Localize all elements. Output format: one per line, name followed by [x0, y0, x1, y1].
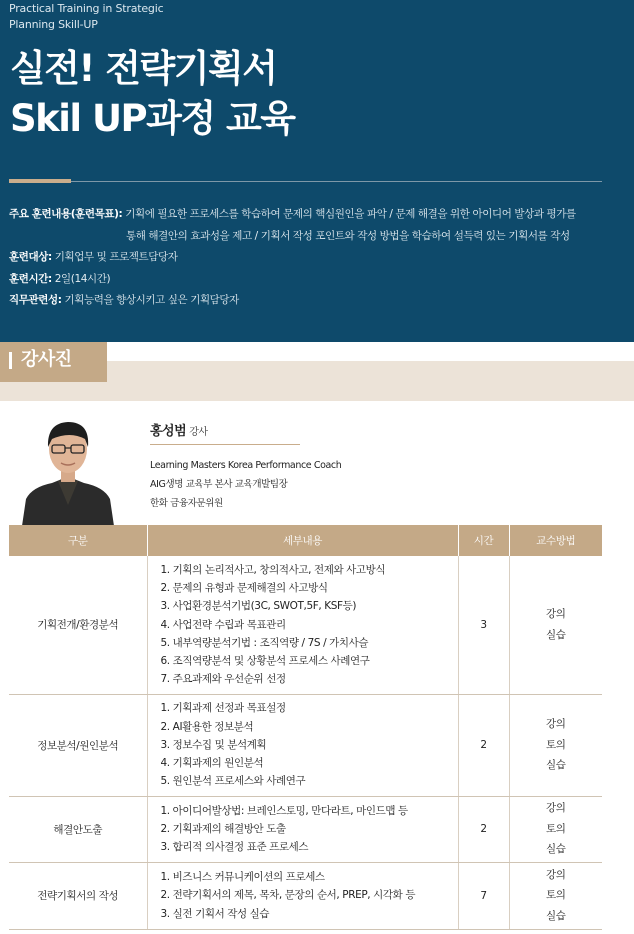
section-title: 강사진	[21, 349, 72, 370]
subtitle-line-1: Practical Training in Strategic	[9, 2, 164, 15]
instructor-career	[150, 456, 341, 513]
curriculum-table	[9, 525, 602, 930]
detail-item: 3. 합리적 의사결정 표준 프로세스	[160, 841, 309, 854]
row-category: 전략기획서의 작성	[9, 862, 147, 929]
title-line-2: Skil UP과정 교육	[10, 97, 295, 140]
detail-item: 7. 주요과제와 우선순위 선정	[160, 673, 286, 686]
career-item: AIG생명 교육부 본사 교육개발팀장	[150, 479, 288, 490]
target-label: 훈련대상:	[9, 251, 52, 263]
header-hours: 시간	[458, 525, 509, 556]
method-item: 강의	[546, 802, 566, 815]
detail-item: 2. 기획과제의 해결방안 도출	[160, 822, 286, 835]
header-divider-accent	[9, 179, 71, 183]
row-details	[147, 556, 458, 694]
detail-item: 2. AI활용한 정보분석	[160, 720, 254, 733]
row-method	[509, 556, 602, 694]
target-text: 기획업무 및 프로젝트담당자	[54, 251, 178, 263]
row-category: 정보분석/원인분석	[9, 694, 147, 796]
career-item: 한화 금융자문위원	[150, 498, 223, 509]
table-row	[9, 862, 602, 929]
table-row	[9, 796, 602, 862]
method-item: 실습	[546, 628, 566, 641]
detail-item: 4. 사업전략 수립과 목표관리	[160, 618, 286, 631]
detail-item: 2. 전략기획서의 제목, 목차, 문장의 순서, PREP, 시각화 등	[160, 889, 416, 902]
table-row	[9, 556, 602, 694]
header-divider	[9, 181, 602, 182]
goal-label: 주요 훈련내용(훈련목표):	[9, 208, 123, 220]
row-details	[147, 796, 458, 862]
method-item: 강의	[546, 718, 566, 731]
detail-item: 4. 기획과제의 원인분석	[160, 757, 264, 770]
job-text: 기획능력을 향상시키고 싶은 기획담당자	[64, 294, 239, 306]
detail-item: 3. 실전 기획서 작성 실습	[160, 907, 270, 920]
method-item: 토의	[546, 822, 566, 835]
course-info	[9, 204, 629, 312]
job-row	[9, 290, 629, 312]
row-method	[509, 862, 602, 929]
job-label: 직무관련성:	[9, 294, 62, 306]
method-item: 실습	[546, 909, 566, 922]
header-category: 구분	[9, 525, 147, 556]
table-row	[9, 694, 602, 796]
instructor-photo	[18, 413, 118, 526]
detail-item: 1. 기획과제 선정과 목표설정	[160, 702, 286, 715]
instructor-name-underline	[150, 444, 300, 445]
goal-text-2: 통해 해결안의 효과성을 제고 / 기획서 작성 포인트와 작성 방법을 학습하여 설득력 있는 기획서를 작성	[126, 229, 570, 242]
detail-item: 5. 내부역량분석기법 : 조직역량 / 7S / 가치사슬	[160, 636, 369, 649]
career-item: Learning Masters Korea Performance Coach	[150, 460, 342, 471]
method-item: 토의	[546, 738, 566, 751]
row-hours: 7	[458, 862, 509, 929]
table-header-row	[9, 525, 602, 556]
subtitle	[9, 1, 163, 33]
detail-item: 1. 비즈니스 커뮤니케이션의 프로세스	[160, 871, 325, 884]
goal-text-1: 기획에 필요한 프로세스를 학습하여 문제의 핵심원인을 파악 / 문제 해결을 위한 아이디어 발상과 평가를	[125, 208, 576, 220]
header-details: 세부내용	[147, 525, 458, 556]
row-hours: 3	[458, 556, 509, 694]
row-hours: 2	[458, 694, 509, 796]
method-item: 실습	[546, 759, 566, 772]
detail-item: 1. 기획의 논리적사고, 창의적사고, 전제와 사고방식	[160, 564, 386, 577]
detail-item: 3. 정보수집 및 분석계획	[160, 738, 267, 751]
method-item: 강의	[546, 868, 566, 881]
method-item: 강의	[546, 608, 566, 621]
header-method: 교수방법	[509, 525, 602, 556]
method-item: 실습	[546, 843, 566, 856]
row-hours: 2	[458, 796, 509, 862]
page-title	[10, 44, 295, 144]
instructor-name-text: 홍성범	[150, 424, 187, 439]
target-row	[9, 247, 629, 269]
detail-item: 3. 사업환경분석기법(3C, SWOT,5F, KSF등)	[160, 600, 357, 613]
instructor-name	[150, 423, 208, 442]
section-tab-shape	[0, 342, 634, 382]
row-category: 해결안도출	[9, 796, 147, 862]
row-details	[147, 862, 458, 929]
method-item: 토의	[546, 889, 566, 902]
row-details	[147, 694, 458, 796]
row-category: 기획전개/환경분석	[9, 556, 147, 694]
detail-item: 5. 원인분석 프로세스와 사례연구	[160, 775, 306, 788]
row-method	[509, 694, 602, 796]
section-tab-marker	[9, 352, 12, 369]
detail-item: 1. 아이디어발상법: 브레인스토밍, 만다라트, 마인드맵 등	[160, 804, 408, 817]
hero-header	[0, 0, 634, 342]
time-label: 훈련시간:	[9, 272, 52, 285]
time-row	[9, 269, 629, 291]
goal-row-2	[9, 226, 629, 248]
detail-item: 6. 조직역량분석 및 상황분석 프로세스 사례연구	[160, 655, 370, 668]
instructor-role: 강사	[189, 427, 208, 438]
goal-row	[9, 204, 629, 226]
subtitle-line-2: Planning Skill-UP	[9, 18, 98, 31]
row-method	[509, 796, 602, 862]
time-text: 2일(14시간)	[54, 272, 111, 285]
detail-item: 2. 문제의 유형과 문제해결의 사고방식	[160, 582, 328, 595]
title-line-1: 실전! 전략기획서	[10, 47, 277, 90]
